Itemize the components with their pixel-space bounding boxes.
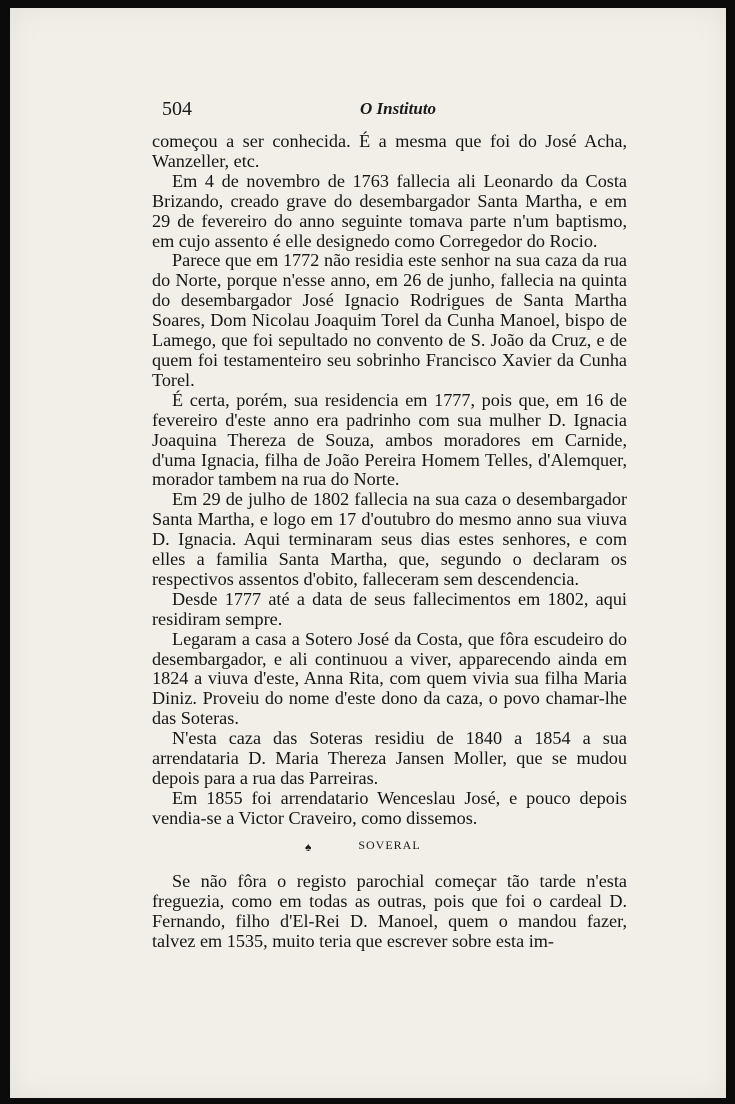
paragraph: N'esta caza das Soteras residiu de 1840 a 1854 a sua arrendataria D. Maria Thereza Jansen Moller, que se mudou depois para a rua das Parreiras. [152,728,627,788]
paragraph: Em 4 de novembro de 1763 fallecia ali Leonardo da Costa Brizando, creado grave do desembargador Santa Martha, e em 29 de fevereiro do anno seguinte tomava parte n'um baptismo, em cujo assento é elle designedo como Corregedor do Rocio. [152,170,627,251]
paragraph: Se não fôra o registo parochial começar tão tarde n'esta freguezia, como em todas as outras, pois que foi o cardeal D. Fernando, filho d'El-Rei D. Manoel, quem o mandou fazer, talvez em 1535, muito teria que escrever sobre esta im- [152,871,627,951]
running-title: O Instituto [360,99,437,118]
section-heading [152,838,627,860]
ornament-icon: ♠ [305,840,313,854]
page-number: 504 [162,98,192,120]
paragraph: começou a ser conhecida. É a mesma que foi do José Acha, Wanzeller, etc. [152,131,627,171]
paragraph: Em 29 de julho de 1802 fallecia na sua caza o desembargador Santa Martha, e logo em 17 d'outubro do mesmo anno sua viuva D. Ignacia. Aqui terminaram seus dias estes senhores, e com elles a familia Santa Martha, que, segundo o declaram os respectivos assentos d'obito, falleceram sem descendencia. [152,489,627,589]
section-title: SOVERAL [358,838,421,852]
paragraph: Desde 1777 até a data de seus fallecimentos em 1802, aqui residiram sempre. [152,588,627,629]
paragraph: É certa, porém, sua residencia em 1777, pois que, em 16 de fevereiro d'este anno era padrinho com sua mulher D. Ignacia Joaquina Thereza de Souza, ambos moradores em Carnide, d'uma Ignacia, filha de João Pereira Homem Telles, d'Alemquer, morador tambem na rua do Norte. [152,389,627,490]
paragraph: Legaram a casa a Sotero José da Costa, que fôra escudeiro do desembargador, e ali continuou a viver, apparecendo ainda em 1824 a viuva d'este, Anna Rita, com quem vivia sua filha Maria Diniz. Proveiu do nome d'este dono da caza, o povo chamar-lhe das Soteras. [152,628,627,729]
paragraph: Parece que em 1772 não residia este senhor na sua caza da rua do Norte, porque n'esse anno, em 26 de junho, fallecia na quinta do desembargador José Ignacio Rodrigues de Santa Martha Soares, Dom Nicolau Joaquim Torel da Cunha Manoel, bispo de Lamego, que foi sepultado no convento de S. João da Cruz, e de quem foi testamenteiro seu sobrinho Francisco Xavier da Cunha Torel. [152,250,627,390]
section-text [152,872,627,952]
main-text [152,132,627,829]
page-header [162,98,637,122]
paragraph: Em 1855 foi arrendatario Wenceslau José, e pouco depois vendia-se a Victor Craveiro, como dissemos. [152,787,627,828]
